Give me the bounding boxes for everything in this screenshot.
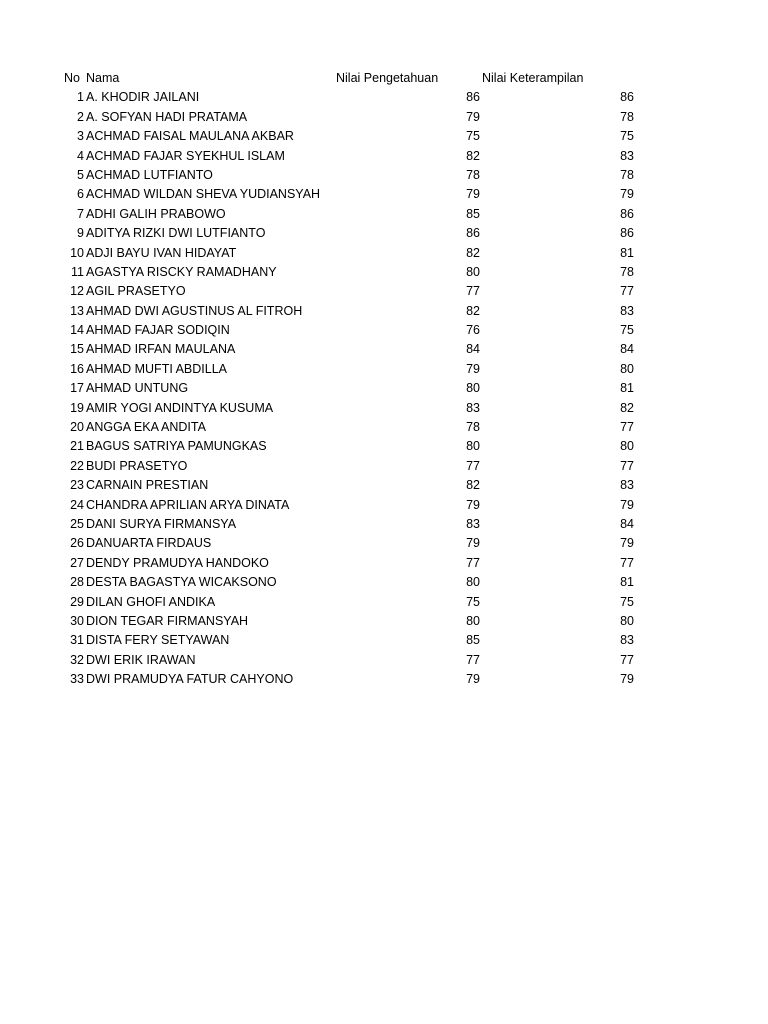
row-nilai-keterampilan: 82 xyxy=(620,400,634,415)
row-nilai-pengetahuan: 79 xyxy=(466,187,480,202)
row-nilai-keterampilan: 77 xyxy=(620,420,634,435)
row-nilai-keterampilan: 86 xyxy=(620,226,634,241)
table-row xyxy=(0,534,768,553)
row-nama: DANI SURYA FIRMANSYA xyxy=(86,516,237,531)
table-row xyxy=(0,302,768,321)
row-nilai-keterampilan: 81 xyxy=(620,381,634,396)
table-row xyxy=(0,612,768,631)
row-nilai-pengetahuan: 75 xyxy=(466,594,480,609)
row-nilai-keterampilan: 83 xyxy=(620,148,634,163)
row-nilai-pengetahuan: 86 xyxy=(466,90,480,105)
row-no: 21 xyxy=(70,439,84,454)
row-nilai-keterampilan: 83 xyxy=(620,633,634,648)
row-nilai-pengetahuan: 79 xyxy=(466,536,480,551)
row-no: 11 xyxy=(71,264,84,279)
row-no: 1 xyxy=(77,90,84,105)
row-no: 25 xyxy=(70,516,84,531)
row-nilai-keterampilan: 79 xyxy=(620,187,634,202)
row-nilai-pengetahuan: 83 xyxy=(466,516,480,531)
header-nama: Nama xyxy=(86,71,120,85)
row-no: 5 xyxy=(77,167,84,182)
row-nilai-keterampilan: 75 xyxy=(620,323,634,338)
table-row xyxy=(0,321,768,340)
row-nilai-keterampilan: 86 xyxy=(620,206,634,221)
row-nilai-pengetahuan: 77 xyxy=(466,458,480,473)
row-nilai-keterampilan: 79 xyxy=(620,536,634,551)
row-nilai-pengetahuan: 79 xyxy=(466,109,480,124)
row-nilai-keterampilan: 75 xyxy=(620,594,634,609)
row-nilai-pengetahuan: 76 xyxy=(466,323,480,338)
row-nilai-pengetahuan: 77 xyxy=(466,555,480,570)
table-row xyxy=(0,244,768,263)
row-nama: ADHI GALIH PRABOWO xyxy=(86,206,226,221)
row-nama: DESTA BAGASTYA WICAKSONO xyxy=(86,575,277,590)
row-nilai-keterampilan: 77 xyxy=(620,652,634,667)
table-row xyxy=(0,437,768,456)
row-no: 7 xyxy=(77,206,84,221)
row-nama: ANGGA EKA ANDITA xyxy=(86,420,206,435)
row-no: 6 xyxy=(77,187,84,202)
table-row xyxy=(0,88,768,107)
table-row xyxy=(0,496,768,515)
row-nilai-pengetahuan: 77 xyxy=(466,652,480,667)
table-row xyxy=(0,399,768,418)
row-no: 28 xyxy=(70,575,84,590)
row-nilai-keterampilan: 75 xyxy=(620,129,634,144)
row-nama: AHMAD FAJAR SODIQIN xyxy=(86,323,230,338)
row-nama: BAGUS SATRIYA PAMUNGKAS xyxy=(86,439,267,454)
row-no: 9 xyxy=(77,226,84,241)
row-nilai-keterampilan: 80 xyxy=(620,361,634,376)
row-nilai-keterampilan: 84 xyxy=(620,342,634,357)
table-row xyxy=(0,360,768,379)
row-nilai-keterampilan: 81 xyxy=(620,245,634,260)
header-no: No xyxy=(64,71,80,85)
row-nama: AHMAD UNTUNG xyxy=(86,381,189,396)
row-no: 22 xyxy=(70,458,84,473)
row-no: 20 xyxy=(70,420,84,435)
row-nama: AHMAD IRFAN MAULANA xyxy=(86,342,236,357)
table-row xyxy=(0,340,768,359)
row-nilai-keterampilan: 78 xyxy=(620,167,634,182)
row-nilai-pengetahuan: 80 xyxy=(466,264,480,279)
row-no: 32 xyxy=(70,652,84,667)
row-nilai-pengetahuan: 82 xyxy=(466,245,480,260)
row-nilai-pengetahuan: 78 xyxy=(466,420,480,435)
row-nama: ADITYA RIZKI DWI LUTFIANTO xyxy=(86,226,266,241)
row-no: 10 xyxy=(70,245,84,260)
grades-table xyxy=(0,69,768,690)
table-row xyxy=(0,593,768,612)
row-nilai-pengetahuan: 85 xyxy=(466,633,480,648)
row-nama: ADJI BAYU IVAN HIDAYAT xyxy=(86,245,237,260)
row-no: 27 xyxy=(70,555,84,570)
row-no: 19 xyxy=(70,400,84,415)
row-nilai-keterampilan: 81 xyxy=(620,575,634,590)
row-no: 23 xyxy=(70,478,84,493)
row-no: 3 xyxy=(77,129,84,144)
row-nilai-keterampilan: 77 xyxy=(620,458,634,473)
row-nilai-keterampilan: 78 xyxy=(620,109,634,124)
row-no: 24 xyxy=(70,497,84,512)
table-row xyxy=(0,108,768,127)
row-nama: DILAN GHOFI ANDIKA xyxy=(86,594,216,609)
row-no: 13 xyxy=(70,303,84,318)
row-nilai-keterampilan: 79 xyxy=(620,672,634,687)
row-nilai-keterampilan: 80 xyxy=(620,613,634,628)
row-nilai-keterampilan: 78 xyxy=(620,264,634,279)
row-nilai-pengetahuan: 77 xyxy=(466,284,480,299)
row-no: 2 xyxy=(77,109,84,124)
row-nilai-pengetahuan: 79 xyxy=(466,497,480,512)
row-nilai-pengetahuan: 75 xyxy=(466,129,480,144)
row-no: 26 xyxy=(70,536,84,551)
row-no: 31 xyxy=(70,633,84,648)
row-nama: AHMAD DWI AGUSTINUS AL FITROH xyxy=(86,303,303,318)
row-nilai-pengetahuan: 85 xyxy=(466,206,480,221)
row-nama: DENDY PRAMUDYA HANDOKO xyxy=(86,555,269,570)
row-nilai-pengetahuan: 83 xyxy=(466,400,480,415)
row-nama: DISTA FERY SETYAWAN xyxy=(86,633,230,648)
row-no: 14 xyxy=(70,323,84,338)
row-nilai-pengetahuan: 79 xyxy=(466,361,480,376)
row-nama: ACHMAD FAISAL MAULANA AKBAR xyxy=(86,129,294,144)
row-nilai-pengetahuan: 86 xyxy=(466,226,480,241)
row-nilai-keterampilan: 83 xyxy=(620,478,634,493)
row-no: 29 xyxy=(70,594,84,609)
header-nilai-keterampilan: Nilai Keterampilan xyxy=(482,71,584,85)
row-no: 4 xyxy=(77,148,84,163)
row-nama: CHANDRA APRILIAN ARYA DINATA xyxy=(86,497,290,512)
row-nilai-pengetahuan: 79 xyxy=(466,672,480,687)
row-nama: ACHMAD LUTFIANTO xyxy=(86,167,213,182)
row-no: 16 xyxy=(70,361,84,376)
table-row xyxy=(0,379,768,398)
row-nilai-pengetahuan: 84 xyxy=(466,342,480,357)
row-nilai-pengetahuan: 82 xyxy=(466,478,480,493)
table-row xyxy=(0,282,768,301)
table-row xyxy=(0,263,768,282)
table-row xyxy=(0,631,768,650)
row-nama: ACHMAD FAJAR SYEKHUL ISLAM xyxy=(86,148,285,163)
row-no: 12 xyxy=(70,284,84,299)
row-nama: AMIR YOGI ANDINTYA KUSUMA xyxy=(86,400,274,415)
row-nilai-keterampilan: 77 xyxy=(620,284,634,299)
table-header-row xyxy=(0,69,768,88)
table-row xyxy=(0,457,768,476)
row-nama: AGASTYA RISCKY RAMADHANY xyxy=(86,264,277,279)
table-row xyxy=(0,554,768,573)
row-nilai-pengetahuan: 82 xyxy=(466,148,480,163)
row-nilai-pengetahuan: 80 xyxy=(466,439,480,454)
row-nilai-keterampilan: 86 xyxy=(620,90,634,105)
table-row xyxy=(0,127,768,146)
row-nilai-pengetahuan: 80 xyxy=(466,381,480,396)
table-row xyxy=(0,651,768,670)
table-row xyxy=(0,476,768,495)
row-no: 17 xyxy=(70,381,84,396)
table-row xyxy=(0,670,768,689)
table-row xyxy=(0,166,768,185)
row-nama: BUDI PRASETYO xyxy=(86,458,188,473)
table-row xyxy=(0,515,768,534)
row-nilai-pengetahuan: 80 xyxy=(466,613,480,628)
table-row xyxy=(0,224,768,243)
table-row xyxy=(0,147,768,166)
row-nama: A. SOFYAN HADI PRATAMA xyxy=(86,109,248,124)
row-nama: AHMAD MUFTI ABDILLA xyxy=(86,361,227,376)
row-no: 33 xyxy=(70,672,84,687)
table-body xyxy=(0,88,768,689)
table-row xyxy=(0,573,768,592)
row-nama: A. KHODIR JAILANI xyxy=(86,90,200,105)
row-nama: AGIL PRASETYO xyxy=(86,284,186,299)
row-nama: DWI PRAMUDYA FATUR CAHYONO xyxy=(86,672,294,687)
row-nilai-pengetahuan: 78 xyxy=(466,167,480,182)
row-nama: CARNAIN PRESTIAN xyxy=(86,478,209,493)
row-nilai-pengetahuan: 82 xyxy=(466,303,480,318)
row-nilai-keterampilan: 77 xyxy=(620,555,634,570)
row-nilai-pengetahuan: 80 xyxy=(466,575,480,590)
table-row xyxy=(0,418,768,437)
table-row xyxy=(0,185,768,204)
row-nama: DANUARTA FIRDAUS xyxy=(86,536,212,551)
row-nilai-keterampilan: 79 xyxy=(620,497,634,512)
row-nama: DWI ERIK IRAWAN xyxy=(86,652,196,667)
row-nilai-keterampilan: 84 xyxy=(620,516,634,531)
row-nama: ACHMAD WILDAN SHEVA YUDIANSYAH xyxy=(86,187,321,202)
row-nilai-keterampilan: 80 xyxy=(620,439,634,454)
row-no: 30 xyxy=(70,613,84,628)
row-nilai-keterampilan: 83 xyxy=(620,303,634,318)
header-nilai-pengetahuan: Nilai Pengetahuan xyxy=(336,71,439,85)
row-nama: DION TEGAR FIRMANSYAH xyxy=(86,613,249,628)
table-row xyxy=(0,205,768,224)
row-no: 15 xyxy=(70,342,84,357)
